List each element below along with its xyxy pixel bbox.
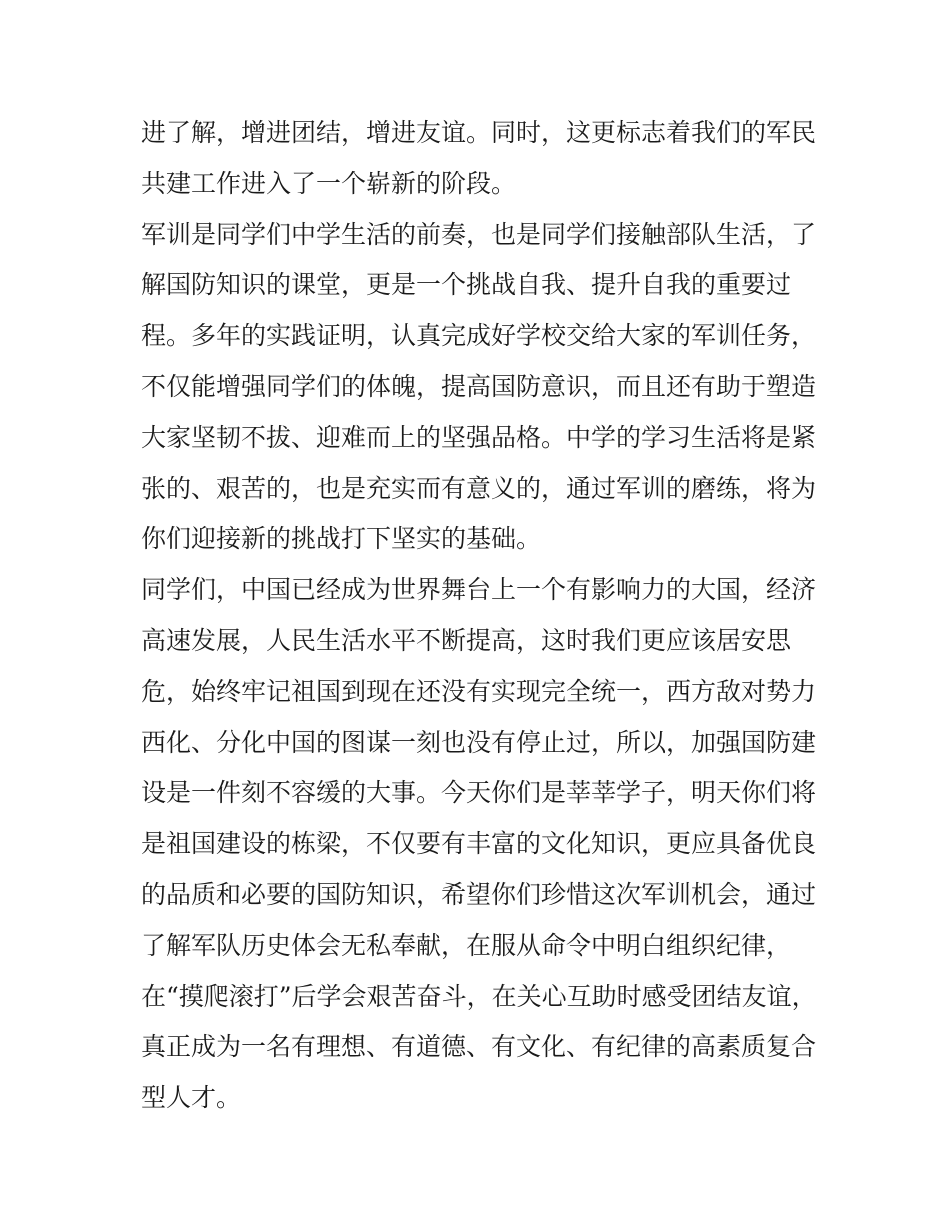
text-line: 共建工作进入了一个崭新的阶段。 <box>141 168 517 198</box>
text-line: 真正成为一名有理想、有道德、有文化、有纪律的高素质复合 <box>141 1032 817 1062</box>
body-text <box>141 108 821 1124</box>
text-line: 是祖国建设的栋梁，不仅要有丰富的文化知识，更应具备优良 <box>141 829 817 859</box>
text-line: 张的、艰苦的，也是充实而有意义的，通过军训的磨练，将为 <box>141 473 817 503</box>
text-line: 进了解，增进团结，增进友谊。同时，这更标志着我们的军民 <box>141 118 817 147</box>
text-line: 西化、分化中国的图谋一刻也没有停止过，所以，加强国防建 <box>141 727 817 757</box>
text-line: 高速发展，人民生活水平不断提高，这时我们更应该居安思 <box>141 625 792 655</box>
text-line: 设是一件刻不容缓的大事。今天你们是莘莘学子，明天你们将 <box>141 778 817 808</box>
text-line: 不仅能增强同学们的体魄，提高国防意识，而且还有助于塑造 <box>141 371 817 401</box>
text-line: 解国防知识的课堂，更是一个挑战自我、提升自我的重要过 <box>141 270 792 300</box>
text-line: 危，始终牢记祖国到现在还没有实现完全统一，西方敌对势力 <box>141 676 817 706</box>
text-line: 在“摸爬滚打”后学会艰苦奋斗，在关心互助时感受团结友谊， <box>141 981 817 1011</box>
text-line: 的品质和必要的国防知识，希望你们珍惜这次军训机会，通过 <box>141 879 817 909</box>
text-line: 程。多年的实践证明，认真完成好学校交给大家的军训任务， <box>141 321 817 351</box>
text-line: 你们迎接新的挑战打下坚实的基础。 <box>141 524 542 554</box>
text-line: 型人才。 <box>141 1083 242 1113</box>
text-line: 了解军队历史体会无私奉献，在服从命令中明白组织纪律， <box>141 930 792 960</box>
text-line: 大家坚韧不拔、迎难而上的坚强品格。中学的学习生活将是紧 <box>141 422 817 452</box>
text-line: 同学们，中国已经成为世界舞台上一个有影响力的大国，经济 <box>141 575 817 605</box>
text-line: 军训是同学们中学生活的前奏，也是同学们接触部队生活，了 <box>141 219 817 249</box>
